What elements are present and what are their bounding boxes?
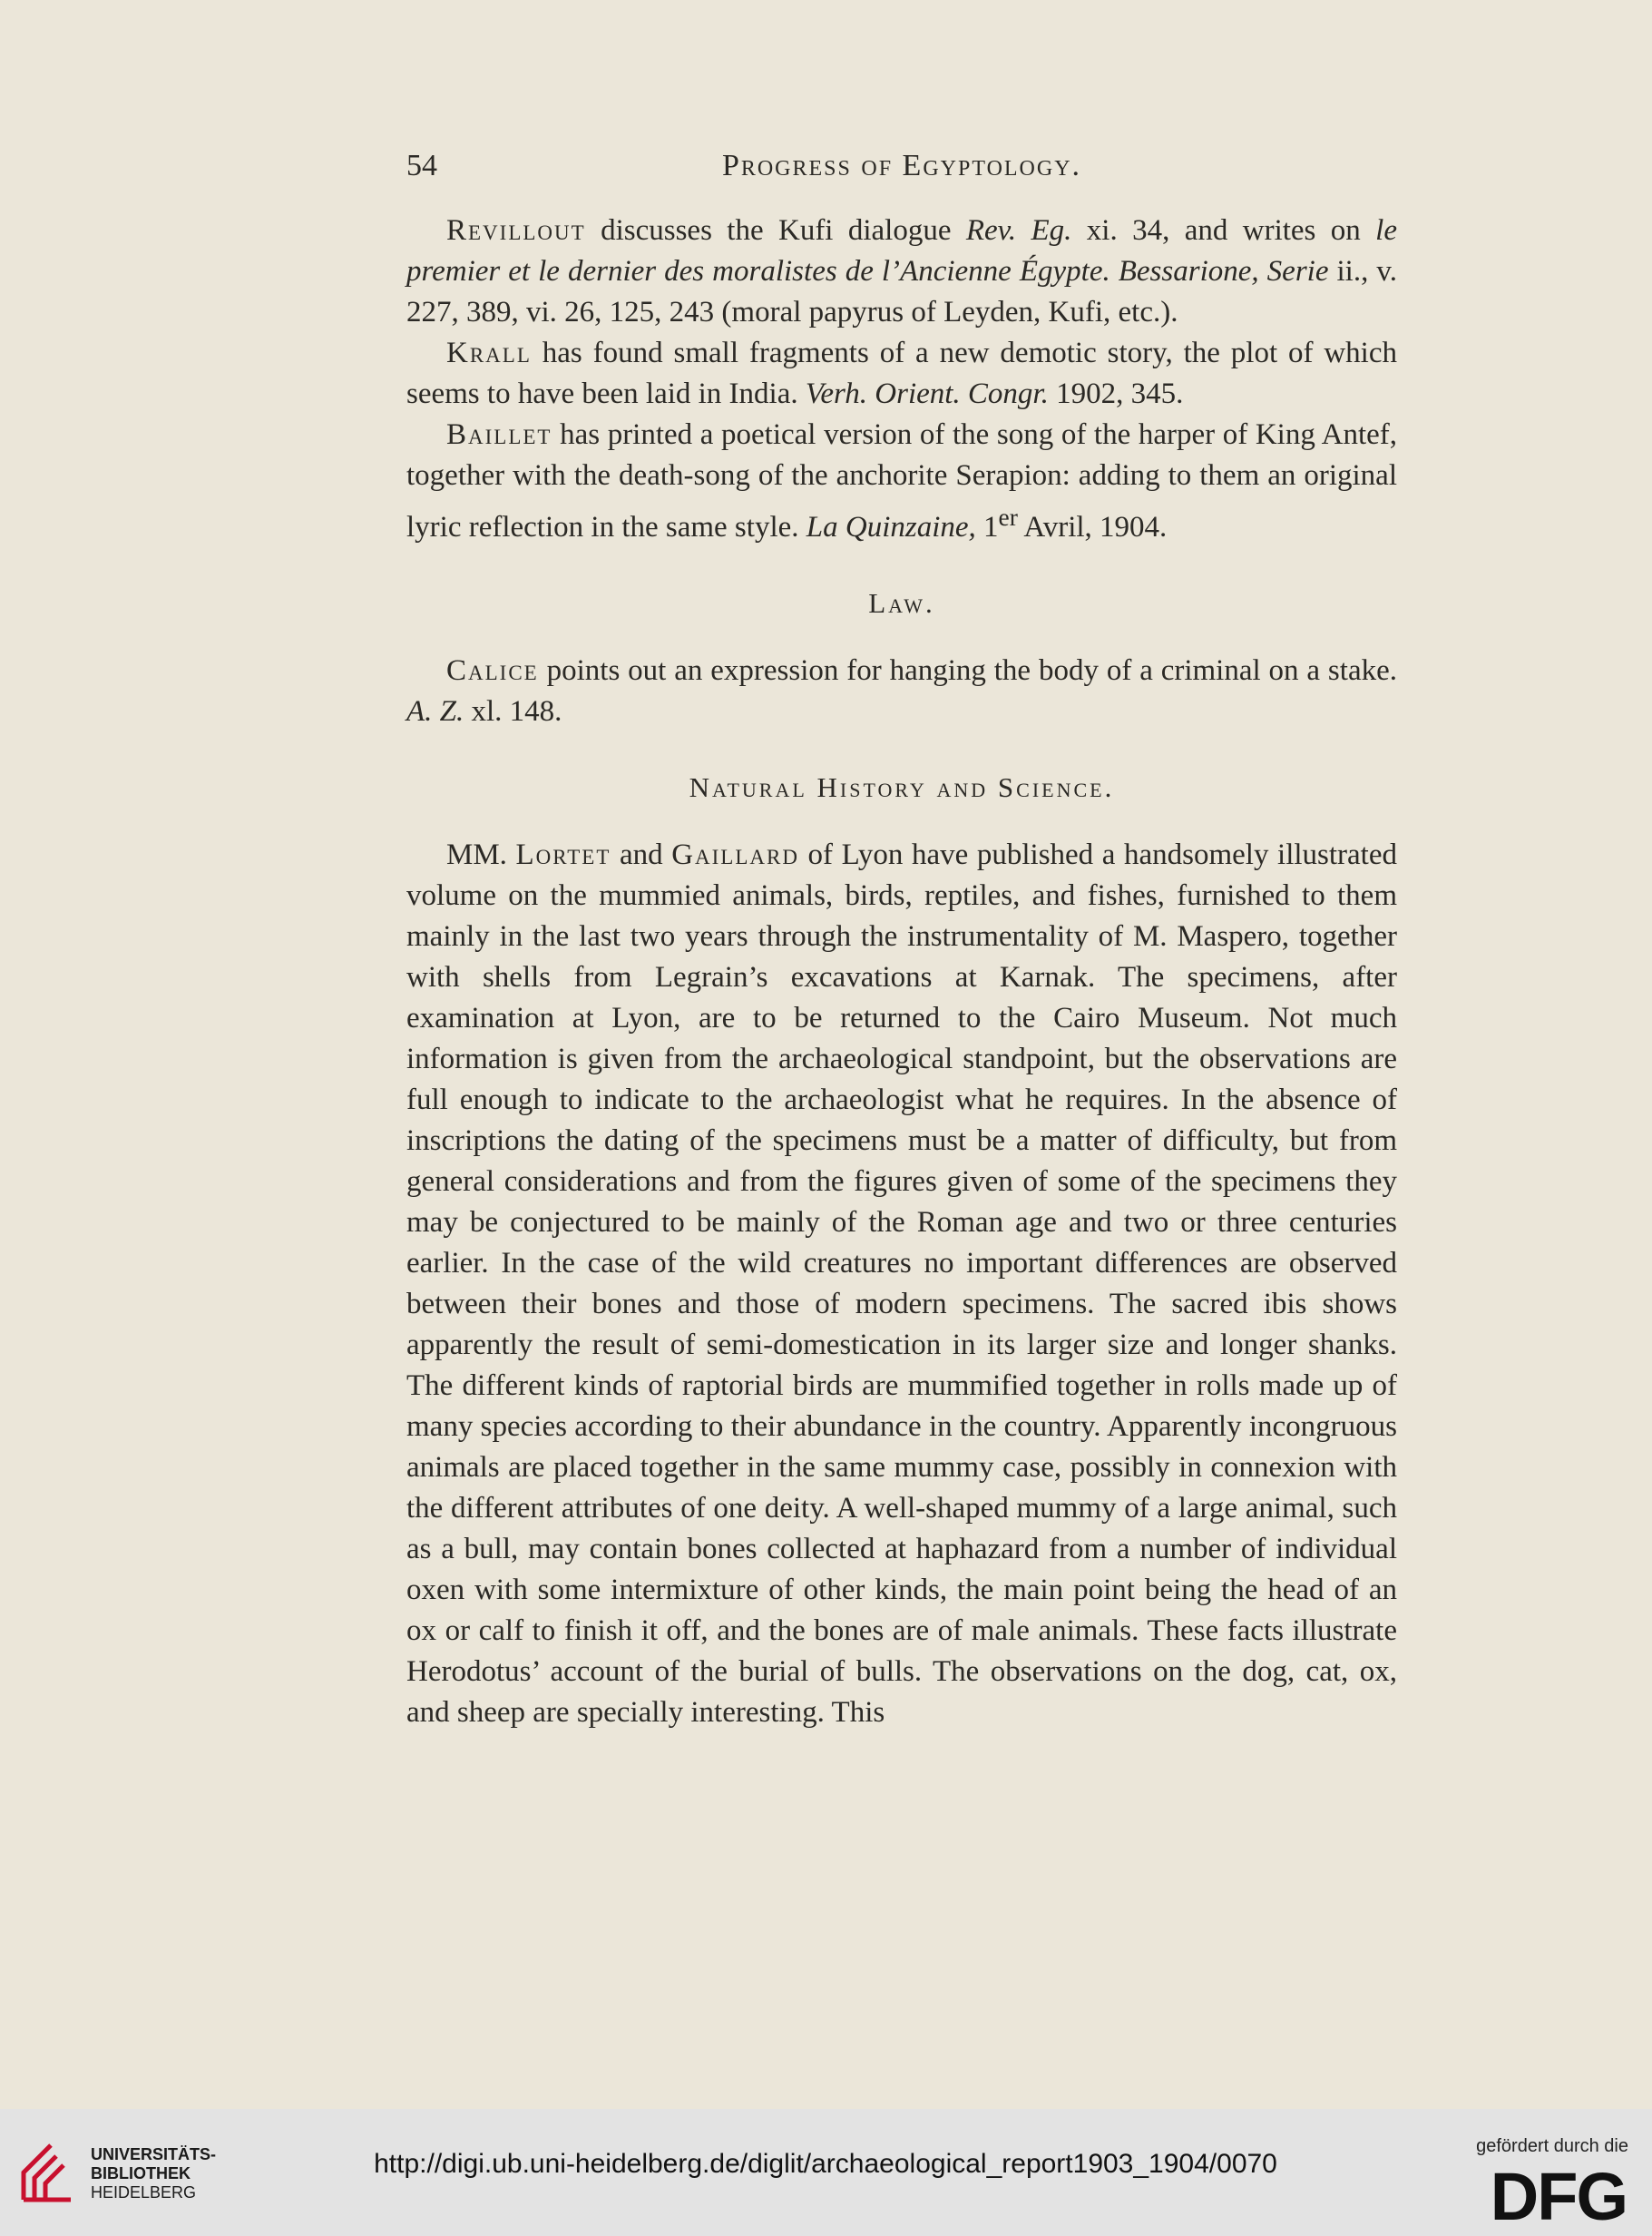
funded-by-label: gefördert durch die: [1476, 2136, 1628, 2156]
superscript: er: [998, 503, 1018, 531]
citation: Verh. Orient. Congr.: [805, 378, 1049, 410]
body-text: 1: [975, 511, 999, 544]
paragraph-calice: [406, 651, 1397, 732]
body-text: and: [611, 838, 672, 871]
paragraph-revillout: [406, 211, 1397, 333]
library-name: [91, 2145, 216, 2202]
library-name-line: HEIDELBERG: [91, 2183, 197, 2202]
body-text: MM.: [446, 838, 516, 871]
body-text: Avril, 1904.: [1017, 511, 1168, 544]
body-text: ii., v. 227, 389, vi. 26, 125, 243 (moral papyrus of Leyden, Kufi, etc.).: [406, 255, 1397, 329]
body-text: of Lyon have published a handsomely illustrated volume on the mummied animals, birds, reptiles, and fishes, furnished to them mainly in the last two years through the instrumentality of M. Maspero, together with shells from Legrain’s excavations at Karnak. The specimens, after examination at Lyon, are to be returned to the Cairo Museum. Not much information is given from the archaeological standpoint, but the observations are full enough to indicate to the archaeologist what he requires. In the absence of inscriptions the dating of the specimens must be a matter of difficulty, but from general considerations and from the figures given of some of the specimens they may be conjectured to be mainly of the Roman age and two or three centuries earlier. In the case of the wild creatures no important differences are observed between their bones and those of modern specimens. The sacred ibis shows apparently the result of semi-domestication in its larger size and longer shanks. The different kinds of raptorial birds are mummified together in rolls made up of many species according to their abundance in the country. Apparently incongruous animals are placed together in the same mummy case, possibly in connexion with the different attributes of one deity. A well-shaped mummy of a large animal, such as a bull, may contain bones collected at haphazard from a number of individual oxen with some intermixture of other kinds, the main point being the head of an ox or calf to finish it off, and the bones are of male animals. These facts illustrate Herodotus’ account of the burial of bulls. The observations on the dog, cat, ox, and sheep are specially interesting. This: [406, 838, 1397, 1729]
paragraph-lortet-gaillard: [406, 835, 1397, 1733]
body-text: has found small fragments of a new demotic story, the plot of which seems to have been laid in India.: [406, 337, 1397, 410]
page-body: [406, 211, 1397, 1733]
page-header: [406, 149, 1397, 194]
citation: A. Z.: [406, 695, 464, 728]
library-name-line: UNIVERSITÄTS-: [91, 2145, 217, 2163]
citation: le premier et le dernier des moralistes de l’Ancienne Égypte. Bessarione, Serie: [406, 214, 1397, 288]
section-heading-natural-history: Natural History and Science.: [689, 771, 1115, 803]
body-text: discusses the Kufi dialogue: [585, 214, 966, 247]
digitization-footer: [0, 2109, 1652, 2236]
author-name: Gaillard: [671, 838, 799, 871]
body-text: 1902, 345.: [1048, 378, 1184, 410]
body-text: points out an expression for hanging the body of a criminal on a stake.: [538, 654, 1397, 687]
author-name: Baillet: [446, 418, 552, 451]
university-library-logo-icon: [16, 2136, 80, 2209]
citation: Rev. Eg.: [965, 214, 1072, 247]
section-heading-law: Law.: [868, 587, 935, 619]
running-title: Progress of Egyptology.: [721, 149, 1082, 182]
library-name-line: BIBLIOTHEK: [91, 2164, 191, 2182]
permalink-url[interactable]: http://digi.ub.uni-heidelberg.de/diglit/archaeological_report1903_1904/0070: [374, 2149, 1277, 2179]
body-text: has printed a poetical version of the song of the harper of King Antef, together with the death-song of the anchorite Serapion: adding to them an original lyric reflection in the same style.: [406, 418, 1397, 544]
body-text: xi. 34, and writes on: [1071, 214, 1376, 247]
author-name: Calice: [446, 654, 539, 687]
author-name: Lortet: [515, 838, 611, 871]
paragraph-baillet: [406, 415, 1397, 548]
dfg-logo-text: DFG: [1490, 2165, 1627, 2223]
citation: La Quinzaine,: [806, 511, 976, 544]
body-text: xl. 148.: [464, 695, 562, 728]
page-number: 54: [406, 149, 437, 182]
paragraph-krall: [406, 333, 1397, 415]
author-name: Revillout: [446, 214, 586, 247]
author-name: Krall: [446, 337, 532, 369]
dfg-logo-icon: [1465, 2165, 1628, 2223]
